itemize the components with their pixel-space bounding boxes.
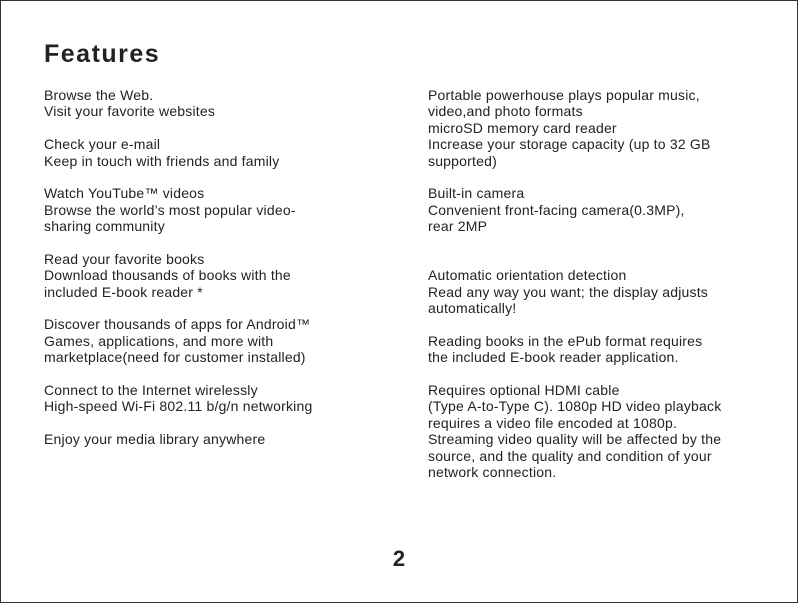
- feature-heading: Read your favorite books: [44, 250, 205, 267]
- feature-description: Games, applications, and more with: [44, 332, 274, 349]
- feature-heading: Connect to the Internet wirelessly: [44, 382, 258, 399]
- page-number: 2: [392, 546, 406, 571]
- feature-description: sharing community: [44, 218, 165, 235]
- feature-heading: Watch YouTube™ videos: [44, 185, 205, 202]
- feature-books: [44, 251, 384, 300]
- spacer: [44, 235, 384, 251]
- feature-description: Reading books in the ePub format requires: [428, 332, 703, 349]
- feature-microsd: [428, 120, 768, 169]
- spacer: [44, 366, 384, 382]
- feature-heading: Built-in camera: [428, 185, 525, 202]
- feature-description: Increase your storage capacity (up to 32 GB: [428, 136, 711, 153]
- feature-description: Convenient front-facing camera(0.3MP),: [428, 201, 685, 218]
- page-title: Features: [44, 40, 161, 68]
- feature-media-formats: [428, 87, 768, 120]
- feature-description: the included E-book reader application.: [428, 349, 679, 366]
- feature-heading: Discover thousands of apps for Android™: [44, 316, 311, 333]
- feature-description: Download thousands of books with the: [44, 267, 291, 284]
- feature-heading: Browse the Web.: [44, 87, 154, 103]
- feature-description: (Type A-to-Type C). 1080p HD video playback: [428, 398, 722, 415]
- feature-description: Visit your favorite websites: [44, 103, 216, 120]
- feature-email: [44, 136, 384, 169]
- feature-description: rear 2MP: [428, 218, 488, 235]
- feature-orientation: [428, 267, 768, 316]
- feature-heading: Requires optional HDMI cable: [428, 382, 620, 399]
- feature-description: Keep in touch with friends and family: [44, 152, 280, 169]
- spacer: [428, 366, 768, 382]
- feature-hdmi: [428, 382, 768, 480]
- feature-description: automatically!: [428, 300, 517, 317]
- feature-heading: microSD memory card reader: [428, 119, 617, 136]
- feature-description: Read any way you want; the display adjusts: [428, 283, 708, 300]
- feature-camera: [428, 185, 768, 234]
- feature-description: video,and photo formats: [428, 103, 583, 120]
- feature-description: Portable powerhouse plays popular music,: [428, 87, 700, 103]
- spacer: [44, 415, 384, 431]
- feature-media: [44, 431, 384, 447]
- feature-description: Browse the world’s most popular video-: [44, 201, 296, 218]
- spacer: [44, 169, 384, 185]
- feature-heading: Enjoy your media library anywhere: [44, 431, 266, 448]
- feature-description: Streaming video quality will be affected by the: [428, 431, 722, 448]
- feature-description: supported): [428, 152, 497, 169]
- spacer: [428, 316, 768, 332]
- features-right-column: [428, 87, 768, 480]
- feature-browse: [44, 87, 384, 120]
- feature-heading: Automatic orientation detection: [428, 267, 627, 284]
- feature-youtube: [44, 185, 384, 234]
- spacer: [428, 251, 768, 267]
- feature-description: included E-book reader *: [44, 283, 203, 300]
- spacer: [44, 300, 384, 316]
- spacer: [44, 120, 384, 136]
- feature-wifi: [44, 382, 384, 415]
- feature-description: marketplace(need for customer installed): [44, 349, 306, 366]
- features-left-column: [44, 87, 384, 448]
- feature-description: High-speed Wi-Fi 802.11 b/g/n networking: [44, 398, 313, 415]
- feature-description: requires a video file encoded at 1080p.: [428, 414, 678, 431]
- feature-description: network connection.: [428, 463, 557, 480]
- feature-epub: [428, 333, 768, 366]
- feature-description: source, and the quality and condition of your: [428, 447, 712, 464]
- spacer: [428, 235, 768, 251]
- feature-apps: [44, 316, 384, 365]
- feature-heading: Check your e-mail: [44, 136, 161, 153]
- spacer: [428, 169, 768, 185]
